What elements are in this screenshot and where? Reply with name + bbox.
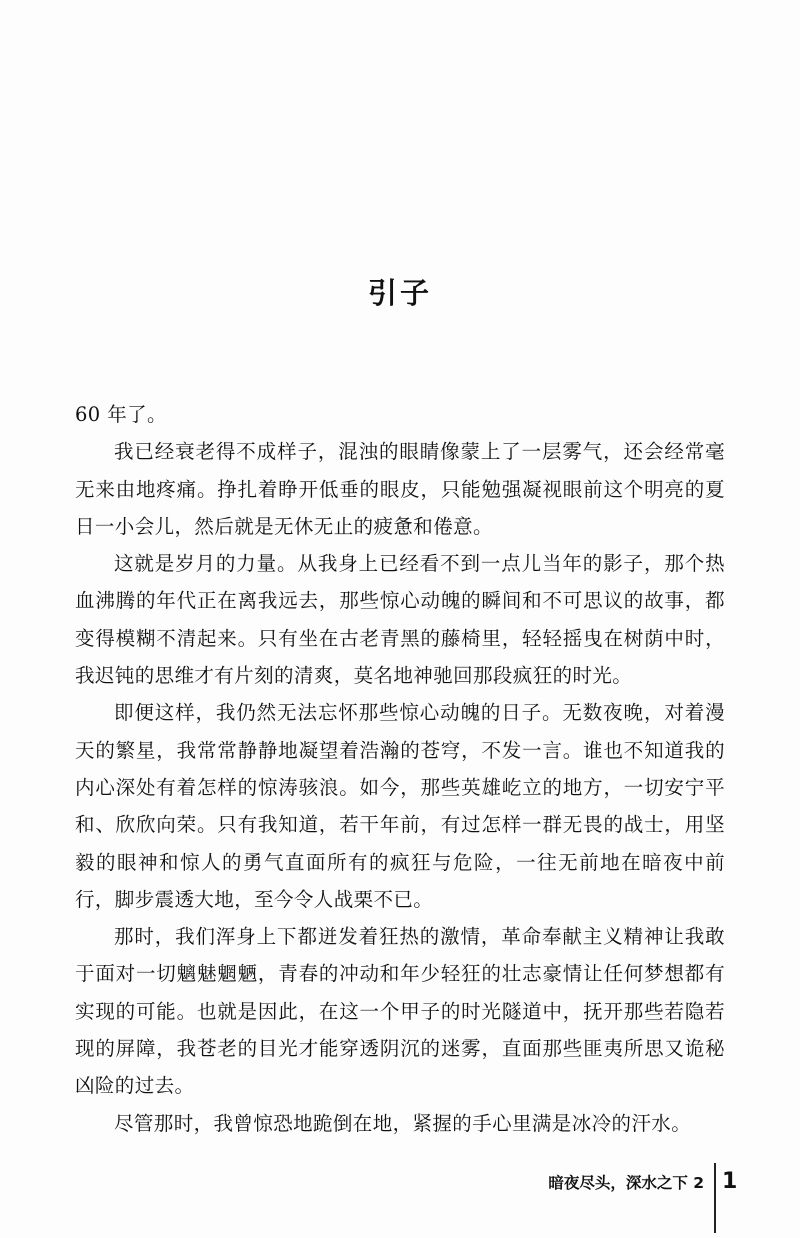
paragraph: 那时，我们浑身上下都迸发着狂热的激情，革命奉献主义精神让我敢于面对一切魑魅魍魉，青春的冲动和年少轻狂的壮志豪情让任何梦想都有实现的可能。也就是因此，在这一个甲子的时光隧道中，抚开那些若隐若现的屏障，我苍老的目光才能穿透阴沉的迷雾，直面那些匪夷所思又诡秘凶险的过去。 — [75, 925, 725, 1098]
folio-divider — [714, 1163, 716, 1233]
page-number: 1 — [722, 1169, 738, 1194]
body-text — [75, 396, 725, 1142]
paragraph: 我已经衰老得不成样子，混浊的眼睛像蒙上了一层雾气，还会经常毫无来由地疼痛。挣扎着睁开低垂的眼皮，只能勉强凝视眼前这个明亮的夏日一小会儿，然后就是无休无止的疲惫和倦意。 — [75, 440, 725, 538]
page-footer — [0, 1163, 800, 1233]
paragraph: 尽管那时，我曾惊恐地跪倒在地，紧握的手心里满是冰冷的汗水。 — [114, 1111, 692, 1135]
chapter-title: 引子 — [367, 276, 432, 311]
paragraph: 60 年了。 — [75, 403, 167, 426]
running-head: 暗夜尽头，深水之下 2 — [548, 1174, 704, 1192]
paragraph: 即便这样，我仍然无法忘怀那些惊心动魄的日子。无数夜晚，对着漫天的繁星，我常常静静地凝望着浩瀚的苍穹，不发一言。谁也不知道我的内心深处有着怎样的惊涛骇浪。如今，那些英雄屹立的地方，一切安宁平和、欣欣向荣。只有我知道，若干年前，有过怎样一群无畏的战士，用坚毅的眼神和惊人的勇气直面所有的疯狂与危险，一往无前地在暗夜中前行，脚步震透大地，至今令人战栗不已。 — [75, 701, 725, 911]
paragraph: 这就是岁月的力量。从我身上已经看不到一点儿当年的影子，那个热血沸腾的年代正在离我远去，那些惊心动魄的瞬间和不可思议的故事，都变得模糊不清起来。只有坐在古老青黑的藤椅里，轻轻摇曳在树荫中时，我迟钝的思维才有片刻的清爽，莫名地神驰回那段疯狂的时光。 — [75, 552, 725, 688]
